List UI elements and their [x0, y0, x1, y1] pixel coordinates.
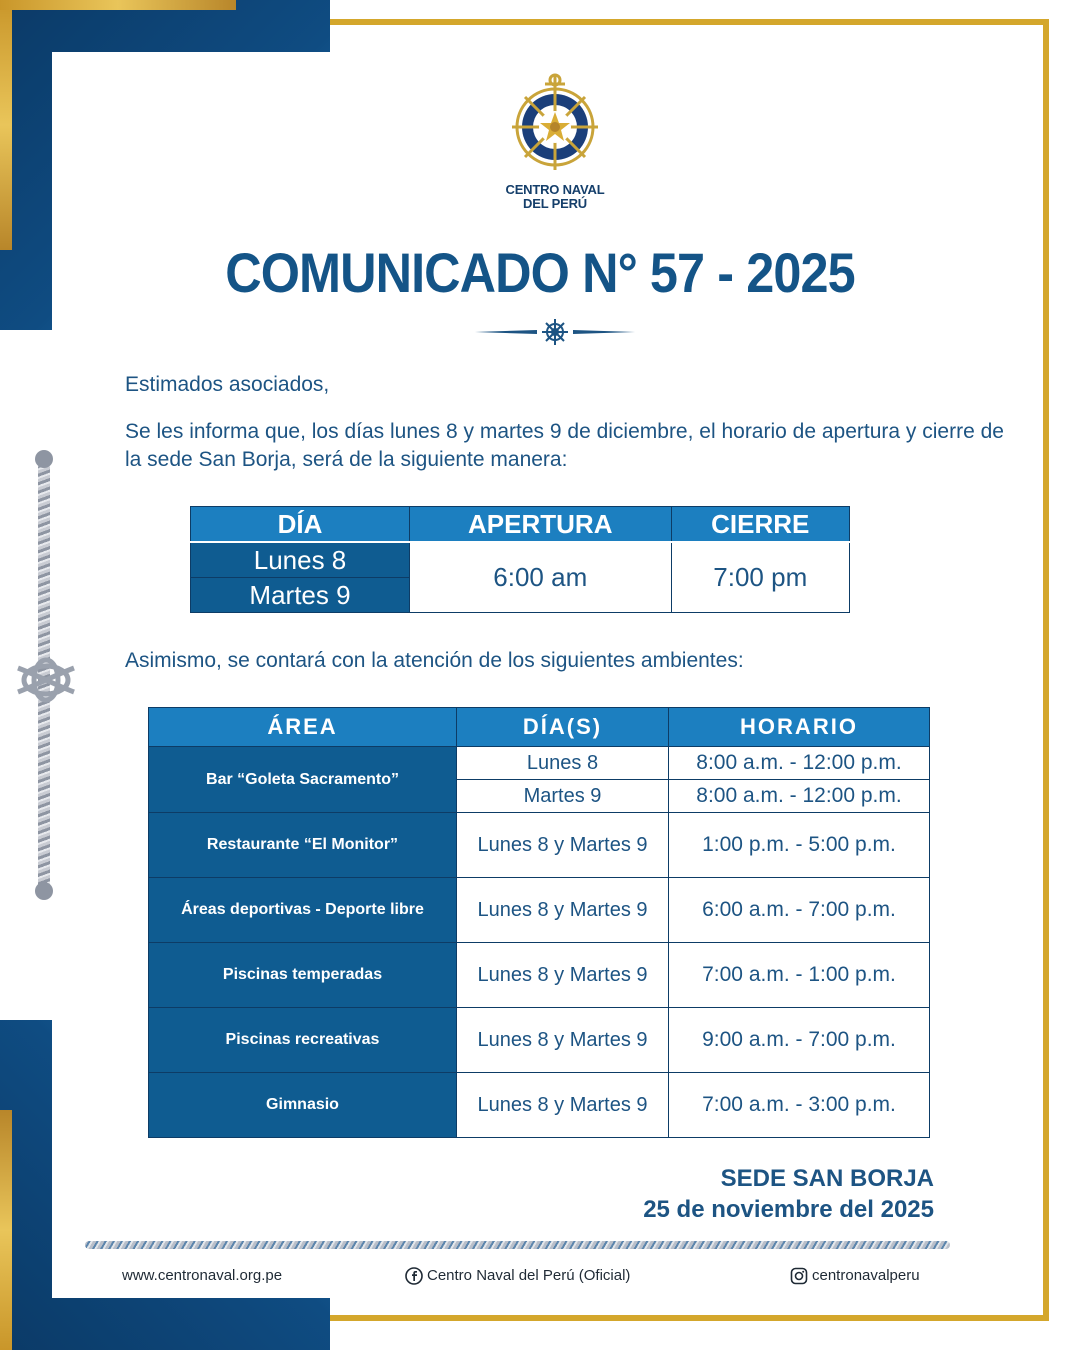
day-cell: Lunes 8: [191, 542, 410, 578]
table-row: [149, 878, 930, 943]
days-cell: Lunes 8 y Martes 9: [457, 1073, 669, 1138]
rope-divider: [85, 1241, 950, 1249]
days-cell: Lunes 8 y Martes 9: [457, 813, 669, 878]
days-cell: Lunes 8 y Martes 9: [457, 878, 669, 943]
column-header: HORARIO: [669, 708, 930, 747]
area-cell: Gimnasio: [149, 1073, 457, 1138]
opening-time: 6:00 am: [410, 542, 672, 613]
table-row: [149, 1008, 930, 1073]
days-cell: Lunes 8 y Martes 9: [457, 943, 669, 1008]
column-header: ÁREA: [149, 708, 457, 747]
area-cell: Piscinas temperadas: [149, 943, 457, 1008]
instagram-label: centronavalperu: [812, 1267, 920, 1284]
areas-table: [148, 707, 930, 1138]
table-row: [149, 1073, 930, 1138]
hours-cell: 1:00 p.m. - 5:00 p.m.: [669, 813, 930, 878]
gold-accent: [0, 1110, 12, 1350]
facebook-label: Centro Naval del Perú (Oficial): [427, 1267, 631, 1284]
org-name-line: CENTRO NAVAL: [505, 182, 605, 197]
signature-date: 25 de noviembre del 2025: [643, 1196, 934, 1223]
hours-cell: 9:00 a.m. - 7:00 p.m.: [669, 1008, 930, 1073]
note-paragraph: Asimismo, se contará con la atención de los siguientes ambientes:: [125, 649, 744, 672]
facebook-icon: [405, 1267, 423, 1285]
rope-end: [35, 450, 53, 468]
area-cell: Bar “Goleta Sacramento”: [149, 747, 457, 813]
closing-time: 7:00 pm: [671, 542, 849, 613]
schedule-table: [190, 506, 850, 613]
area-cell: Áreas deportivas - Deporte libre: [149, 878, 457, 943]
hours-cell: 7:00 a.m. - 3:00 p.m.: [669, 1073, 930, 1138]
organization-name: [455, 183, 655, 211]
page-title: COMUNICADO N° 57 - 2025: [225, 241, 855, 304]
instagram-icon: [790, 1267, 808, 1285]
sede-name: SEDE SAN BORJA: [720, 1165, 934, 1192]
table-row: [149, 943, 930, 1008]
area-cell: Restaurante “El Monitor”: [149, 813, 457, 878]
table-row: [149, 747, 930, 780]
hours-cell: 8:00 a.m. - 12:00 p.m.: [669, 747, 930, 780]
knot-icon: [14, 648, 78, 712]
website-link[interactable]: www.centronaval.org.pe: [122, 1267, 283, 1284]
org-name-line: DEL PERÚ: [523, 196, 587, 211]
days-cell: Lunes 8: [457, 747, 669, 780]
column-header: DÍA(S): [457, 708, 669, 747]
hours-cell: 6:00 a.m. - 7:00 p.m.: [669, 878, 930, 943]
gold-accent: [0, 0, 236, 10]
rope-end: [35, 882, 53, 900]
centro-naval-logo: [505, 72, 605, 172]
signature-block: [643, 1163, 934, 1225]
helm-divider-icon: [475, 318, 635, 346]
hours-cell: 7:00 a.m. - 1:00 p.m.: [669, 943, 930, 1008]
greeting: Estimados asociados,: [125, 373, 330, 396]
day-cell: Martes 9: [191, 578, 410, 613]
table-row: [149, 813, 930, 878]
days-cell: Lunes 8 y Martes 9: [457, 1008, 669, 1073]
facebook-link[interactable]: [405, 1267, 630, 1285]
column-header: CIERRE: [671, 507, 849, 543]
instagram-link[interactable]: [790, 1267, 920, 1285]
intro-paragraph: Se les informa que, los días lunes 8 y martes 9 de diciembre, el horario de apertura y cierre de la sede San Borja, será de la siguiente manera:: [125, 420, 1004, 471]
column-header: APERTURA: [410, 507, 672, 543]
area-cell: Piscinas recreativas: [149, 1008, 457, 1073]
days-cell: Martes 9: [457, 780, 669, 813]
hours-cell: 8:00 a.m. - 12:00 p.m.: [669, 780, 930, 813]
column-header: DÍA: [191, 507, 410, 543]
gold-accent: [0, 0, 12, 250]
